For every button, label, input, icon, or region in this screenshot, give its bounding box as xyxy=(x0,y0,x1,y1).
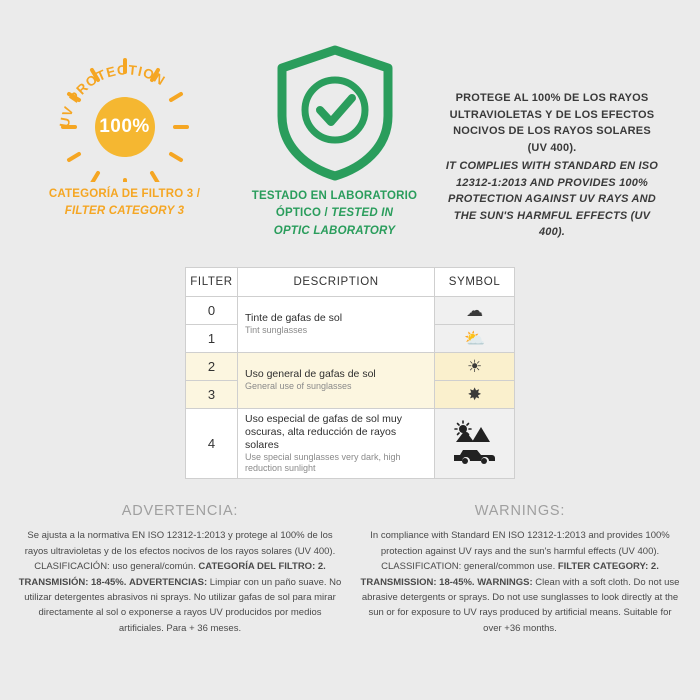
warnings-spanish xyxy=(18,503,342,636)
protection-text-es: PROTEGE AL 100% DE LOS RAYOS ULTRAVIOLETAS Y DE LOS EFECTOS NOCIVOS DE LOS RAYOS SOLARES (UV 400). xyxy=(449,92,655,154)
row-symbol xyxy=(435,296,515,324)
row-filter-number: 4 xyxy=(186,408,238,479)
filter-category-caption xyxy=(22,186,227,219)
row-filter-number: 3 xyxy=(186,380,238,408)
warnings-body-en xyxy=(358,528,682,636)
row-desc-es: Uso general de gafas de sol xyxy=(244,367,376,380)
row-symbol xyxy=(435,324,515,352)
lab-caption-line3: OPTIC LABORATORY xyxy=(273,224,396,237)
uv-protection-badge xyxy=(22,42,227,219)
lab-caption-line2-it: TESTED IN xyxy=(331,207,394,220)
protection-text-en: IT COMPLIES WITH STANDARD EN ISO 12312-1:2013 AND PROVIDES 100% PROTECTION AGAINST UV RAYS AND THE SUN'S HARMFUL EFFECTS (UV 400). xyxy=(445,160,659,238)
row-filter-number: 2 xyxy=(186,352,238,380)
sun-graphic xyxy=(45,42,205,182)
uv-percent-label: 100% xyxy=(99,116,150,137)
cloud-icon: ☁ xyxy=(466,300,484,320)
warnings-title-es: ADVERTENCIA: xyxy=(121,503,239,520)
warn-es-p3-label: ADVERTENCIAS: xyxy=(129,576,208,588)
protection-text-block xyxy=(442,90,662,241)
header-filter: FILTER xyxy=(186,267,238,296)
sun-icon xyxy=(45,42,205,182)
sun-behind-cloud-icon: ⛅ xyxy=(463,328,486,348)
row-description xyxy=(237,408,434,479)
protection-statement xyxy=(442,42,662,241)
warnings-section xyxy=(0,503,700,636)
uv-arc-label: UV PROTECTION xyxy=(56,62,168,129)
warn-en-p3: Clean with a soft cloth. Do not use abrasive detergents or sprays. Do not use sunglasses to look directly at the sun or for exposure to UV rays produced by artificial means. xyxy=(361,576,680,619)
row-desc-es: Uso especial de gafas de sol muy oscuras, alta reducción de rayos solares xyxy=(244,412,402,451)
table-row xyxy=(186,408,515,479)
warnings-english xyxy=(358,503,682,636)
warn-en-p4: Suitable for over +36 months. xyxy=(483,607,672,634)
row-symbol xyxy=(435,352,515,380)
row-desc-en: General use of sunglasses xyxy=(244,380,352,391)
sun-icon: ☀ xyxy=(466,356,483,376)
row-desc-en: Use special sunglasses very dark, high reduction sunlight xyxy=(244,451,401,474)
row-symbol xyxy=(435,380,515,408)
row-description xyxy=(237,352,434,408)
table-header-row xyxy=(186,267,515,296)
lab-caption-line1: TESTADO EN LABORATORIO xyxy=(251,190,418,202)
warn-en-p2: FILTER CATEGORY: 2. TRANSMISSION: 18-45%. xyxy=(360,561,659,588)
row-description xyxy=(237,296,434,352)
header-description: DESCRIPTION xyxy=(237,267,434,296)
row-symbol xyxy=(435,408,515,479)
warn-en-p3-label: WARNINGS: xyxy=(477,576,533,588)
header-symbol: SYMBOL xyxy=(435,267,515,296)
mountain-sun-car-icon xyxy=(450,420,500,464)
lab-caption-line2: ÓPTICO / xyxy=(275,207,332,220)
row-filter-number: 0 xyxy=(186,296,238,324)
row-desc-en: Tint sunglasses xyxy=(244,324,308,335)
lab-tested-caption xyxy=(227,188,442,240)
warnings-body-es xyxy=(18,528,342,636)
shield-graphic xyxy=(270,42,400,182)
warn-es-p3: Limpiar con un paño suave. No utilizar detergentes abrasivos ni sprays. No utilizar gafas de sol para mirar directamente al sol o exponerse a rayos UV producidos por medios artificiales. Para + 36 meses. xyxy=(24,576,342,634)
warn-en-p1: In compliance with Standard EN ISO 12312-1:2013 and provides 100% protection against UV rays and the sun's harmful effects (UV 400). CLASSIFICATION: general/common use. xyxy=(370,530,670,573)
filter-category-en: FILTER CATEGORY 3 xyxy=(64,204,185,217)
lab-tested-badge xyxy=(227,42,442,240)
table-row xyxy=(186,352,515,380)
warn-es-p2: CATEGORÍA DEL FILTRO: 2. TRANSMISIÓN: 18-45%. xyxy=(18,561,326,588)
bright-sun-icon: ✸ xyxy=(467,384,482,404)
filter-categories-table xyxy=(185,267,515,480)
row-desc-es: Tinte de gafas de sol xyxy=(244,311,343,324)
warn-es-p1: Se ajusta a la normativa EN ISO 12312-1:2013 y protege al 100% de los rayos ultravioletas y de los efectos nocivos de los rayos solares (UV 400). CLASIFICACIÓN: uso general/común. xyxy=(24,530,336,573)
table-row xyxy=(186,296,515,324)
top-badges-section xyxy=(0,0,700,249)
warnings-title-en: WARNINGS: xyxy=(474,503,566,520)
filter-category-es: CATEGORÍA DE FILTRO 3 / xyxy=(48,188,201,200)
row-filter-number: 1 xyxy=(186,324,238,352)
filter-table-wrapper xyxy=(185,267,515,480)
shield-check-icon xyxy=(270,42,400,182)
